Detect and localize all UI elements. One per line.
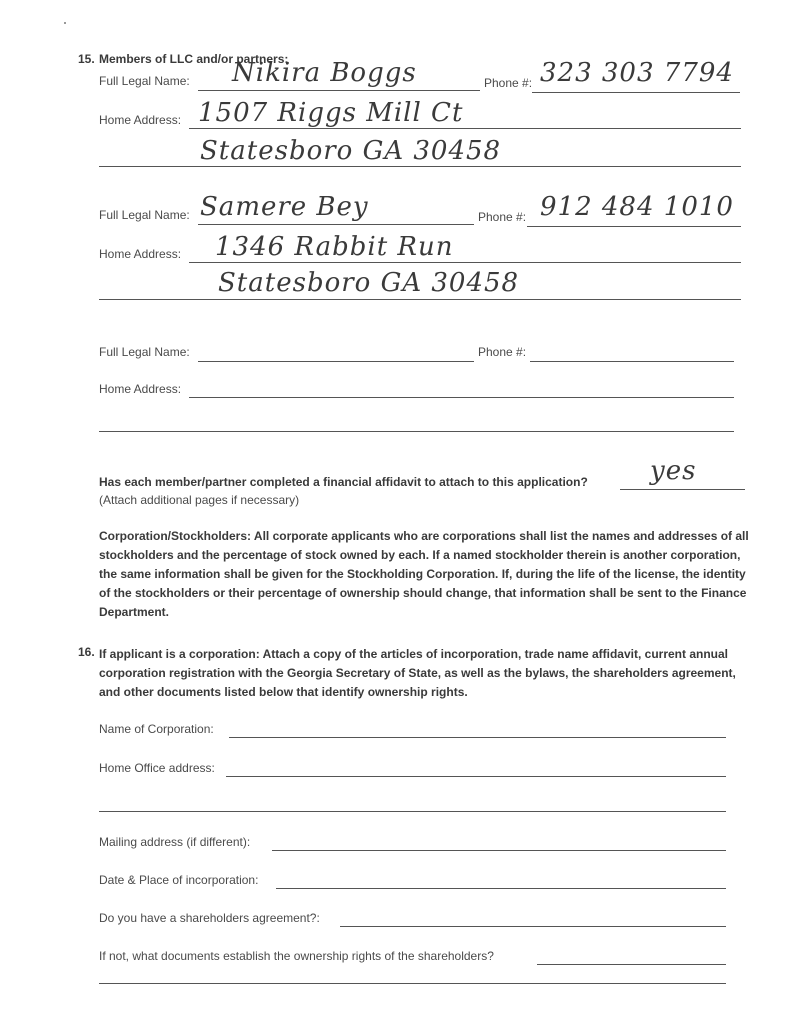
shareholders-agreement-label: Do you have a shareholders agreement?: [99, 911, 320, 925]
member-3-address-line-2[interactable] [99, 431, 734, 432]
member-2-address-line-1 [189, 262, 741, 263]
member-1-phone-value[interactable]: 323 303 7794 [540, 58, 734, 88]
member-2-name-value[interactable]: Samere Bey [200, 192, 369, 222]
corporation-name-line[interactable] [229, 737, 726, 738]
mailing-address-label: Mailing address (if different): [99, 835, 251, 849]
affidavit-question: Has each member/partner completed a financial affidavit to attach to this application? [99, 475, 588, 489]
ownership-docs-line-1[interactable] [537, 964, 726, 965]
member-2-address-label: Home Address: [99, 247, 182, 261]
ownership-docs-line-2[interactable] [99, 983, 726, 984]
affidavit-answer-line [620, 489, 745, 490]
corporation-stockholders-paragraph: Corporation/Stockholders: All corporate applicants who are corporations shall list the names and addresses of all stockholders and the percentage of stock owned by each. If a named stockholder therein is another corporation, the same information shall be given for the Stockholding Corporation. If, during the life of the license, the identity of the stockholders or their percentage of ownership should change, that information shall be sent to the Finance Department. [99, 529, 749, 619]
member-3-phone-line[interactable] [530, 361, 734, 362]
member-1-address-label: Home Address: [99, 113, 182, 127]
member-3-address-line-1[interactable] [189, 397, 734, 398]
ownership-docs-label: If not, what documents establish the ownership rights of the shareholders? [99, 949, 494, 963]
member-2-name-line [198, 224, 474, 225]
date-place-label: Date & Place of incorporation: [99, 873, 259, 887]
member-2-phone-value[interactable]: 912 484 1010 [540, 192, 734, 222]
member-1-address-line-1 [189, 128, 741, 129]
member-3-address-label: Home Address: [99, 382, 182, 396]
member-1-phone-line [532, 92, 740, 93]
section-16-paragraph: If applicant is a corporation: Attach a copy of the articles of incorporation, trade name affidavit, current annual corporation registration with the Georgia Secretary of State, as well as the bylaws, the shareholders agreement, and other documents listed below that identify ownership rights. [99, 647, 736, 699]
member-2-phone-label: Phone #: [478, 210, 527, 224]
section-15-heading: Members of LLC and/or partners: [99, 52, 289, 66]
member-1-address-value-2[interactable]: Statesboro GA 30458 [200, 136, 502, 166]
member-1-address-line-2 [99, 166, 741, 167]
shareholders-agreement-line[interactable] [340, 926, 726, 927]
mailing-address-line[interactable] [272, 850, 726, 851]
home-office-line-2[interactable] [99, 811, 726, 812]
member-2-address-line-2 [99, 299, 741, 300]
corporation-name-label: Name of Corporation: [99, 722, 214, 736]
member-2-name-label: Full Legal Name: [99, 208, 190, 222]
member-3-phone-label: Phone #: [478, 345, 527, 359]
home-office-line-1[interactable] [226, 776, 726, 777]
member-1-name-label: Full Legal Name: [99, 74, 190, 88]
section-16-number: 16. [78, 645, 95, 659]
home-office-label: Home Office address: [99, 761, 215, 775]
member-2-address-value-2[interactable]: Statesboro GA 30458 [218, 268, 520, 298]
member-1-name-value[interactable]: Nikira Boggs [232, 58, 417, 88]
member-1-name-line [198, 90, 480, 91]
section-15-number: 15. [78, 52, 95, 66]
date-place-line[interactable] [276, 888, 726, 889]
member-3-name-label: Full Legal Name: [99, 345, 190, 359]
member-1-address-value-1[interactable]: 1507 Riggs Mill Ct [198, 98, 464, 128]
affidavit-answer[interactable]: yes [650, 456, 697, 486]
affidavit-note: (Attach additional pages if necessary) [99, 493, 300, 507]
scan-speck [64, 22, 66, 24]
member-1-phone-label: Phone #: [484, 76, 533, 90]
member-2-address-value-1[interactable]: 1346 Rabbit Run [215, 232, 454, 262]
member-2-phone-line [527, 226, 741, 227]
member-3-name-line[interactable] [198, 361, 474, 362]
